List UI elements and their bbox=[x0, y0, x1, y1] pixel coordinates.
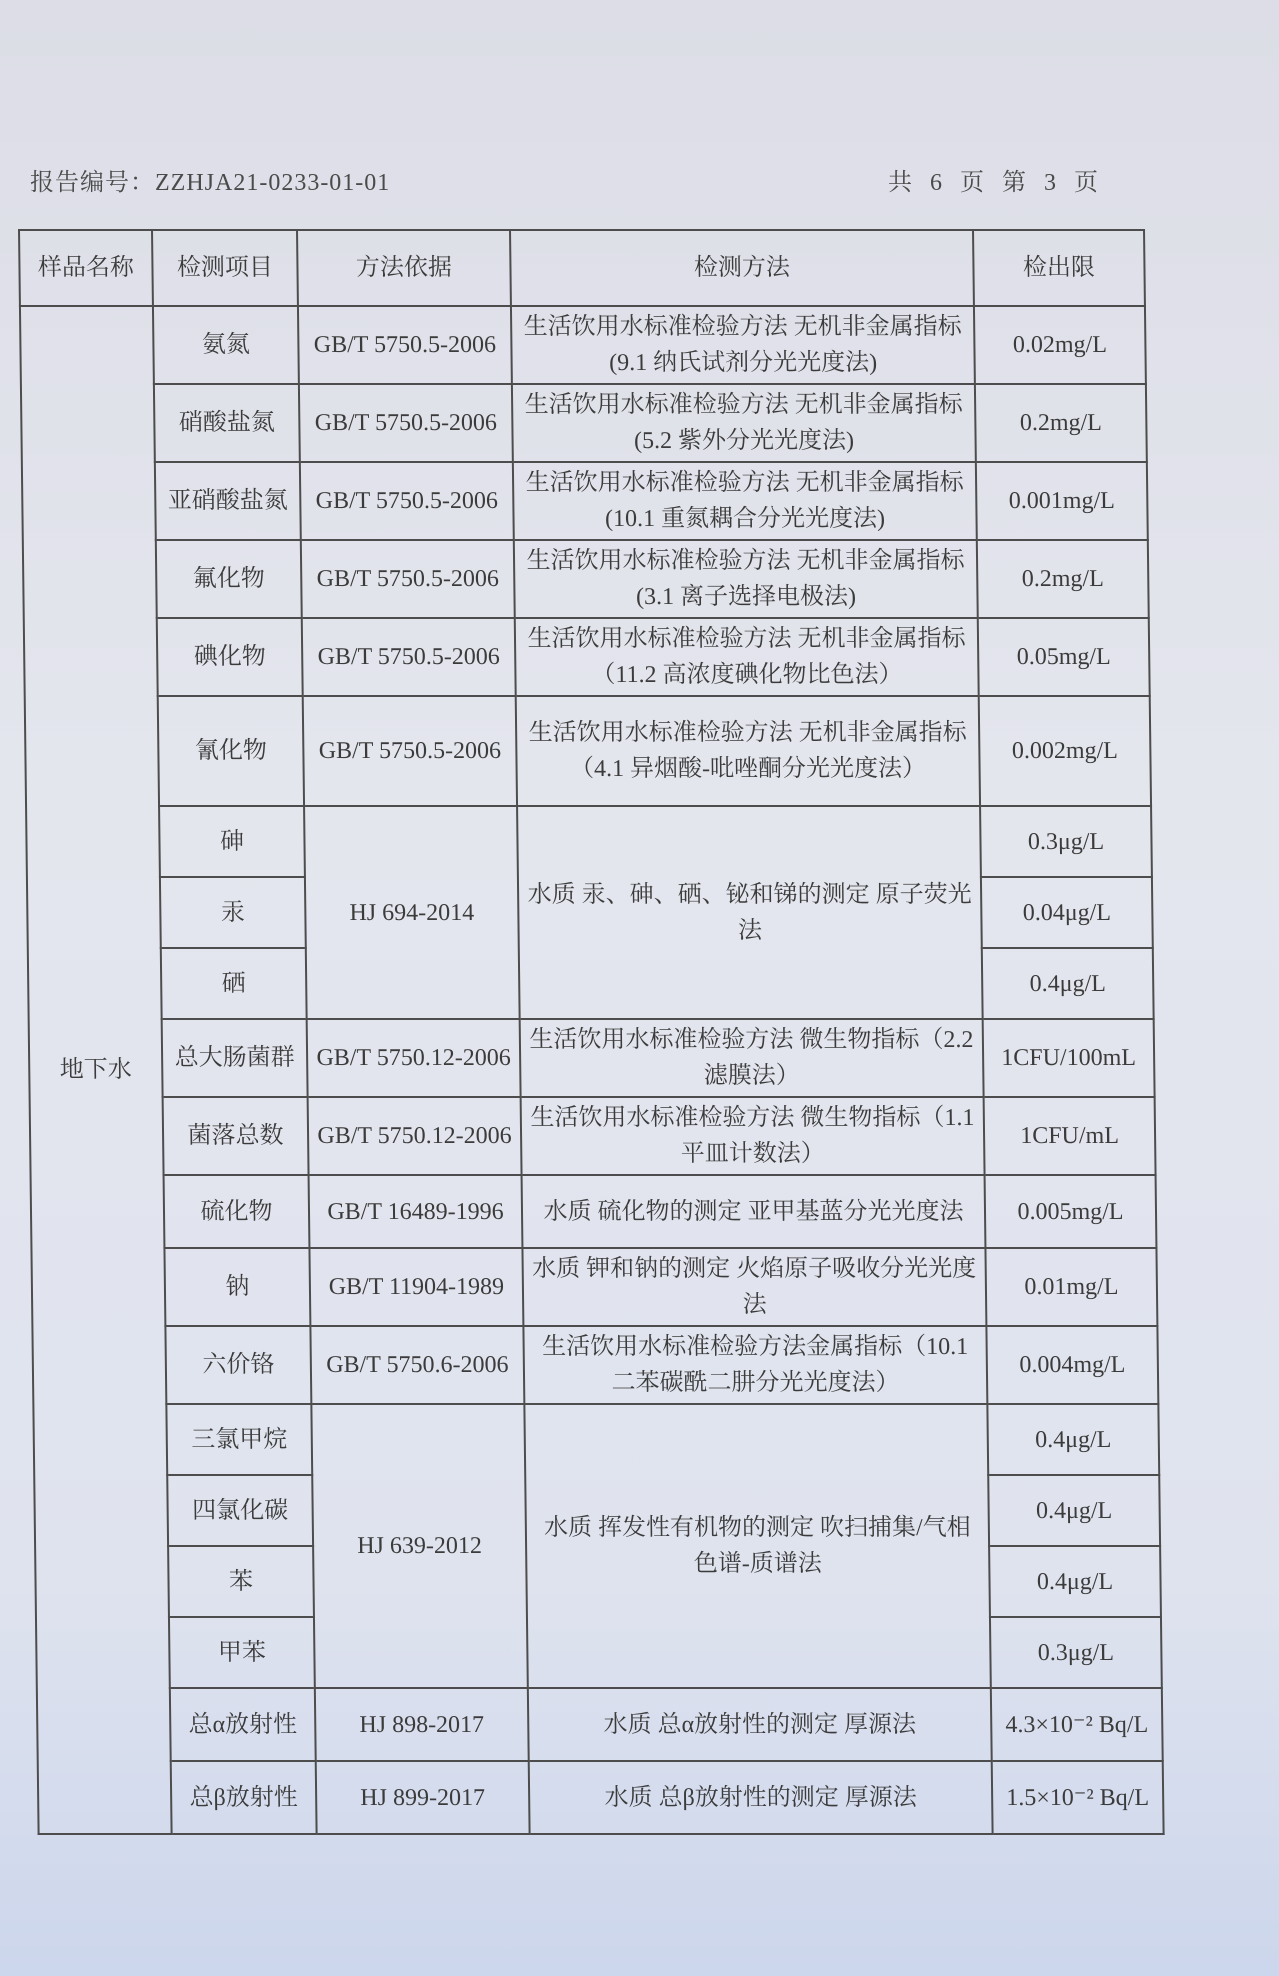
method-basis: GB/T 5750.5-2006 bbox=[302, 618, 516, 696]
test-item: 四氯化碳 bbox=[167, 1475, 313, 1546]
test-item: 砷 bbox=[159, 806, 305, 877]
table-row bbox=[25, 696, 1151, 806]
test-item: 总β放射性 bbox=[171, 1761, 317, 1834]
test-item: 汞 bbox=[160, 877, 306, 948]
test-item: 氟化物 bbox=[156, 540, 302, 618]
test-method: 水质 挥发性有机物的测定 吹扫捕集/气相色谱-质谱法 bbox=[524, 1404, 990, 1688]
detection-limit: 0.3μg/L bbox=[990, 1617, 1162, 1688]
detection-limit: 0.04μg/L bbox=[981, 877, 1153, 948]
method-basis: GB/T 5750.5-2006 bbox=[303, 696, 517, 806]
test-method: 生活饮用水标准检验方法 无机非金属指标(10.1 重氮耦合分光光度法) bbox=[513, 462, 977, 540]
test-item: 总大肠菌群 bbox=[162, 1019, 308, 1097]
test-method: 生活饮用水标准检验方法 无机非金属指标(5.2 紫外分光光度法) bbox=[512, 384, 976, 462]
test-item: 氨氮 bbox=[153, 306, 299, 384]
test-method: 生活饮用水标准检验方法 无机非金属指标（11.2 高浓度碘化物比色法） bbox=[515, 618, 979, 696]
table-header-row bbox=[19, 230, 1145, 306]
table-row bbox=[23, 540, 1149, 618]
method-basis: HJ 639-2012 bbox=[311, 1404, 527, 1688]
method-basis: GB/T 16489-1996 bbox=[309, 1175, 523, 1248]
test-item: 三氯甲烷 bbox=[166, 1404, 312, 1475]
test-item: 苯 bbox=[168, 1546, 314, 1617]
detection-limit: 1CFU/mL bbox=[984, 1097, 1156, 1175]
test-item: 甲苯 bbox=[169, 1617, 315, 1688]
test-item: 硒 bbox=[161, 948, 307, 1019]
sample-name-cell: 地下水 bbox=[20, 306, 172, 1834]
table-row bbox=[22, 462, 1148, 540]
col-header-method-basis: 方法依据 bbox=[297, 230, 511, 306]
method-basis: GB/T 5750.12-2006 bbox=[307, 1019, 521, 1097]
method-basis: GB/T 5750.5-2006 bbox=[298, 306, 512, 384]
test-item: 硫化物 bbox=[164, 1175, 310, 1248]
test-item: 碘化物 bbox=[157, 618, 303, 696]
test-method: 水质 钾和钠的测定 火焰原子吸收分光光度法 bbox=[522, 1248, 986, 1326]
detection-limit: 0.005mg/L bbox=[985, 1175, 1157, 1248]
detection-limit: 0.01mg/L bbox=[985, 1248, 1157, 1326]
method-basis: GB/T 11904-1989 bbox=[309, 1248, 523, 1326]
test-methods-table bbox=[18, 229, 1165, 1835]
table-row bbox=[32, 1326, 1158, 1404]
detection-limit: 0.4μg/L bbox=[987, 1404, 1159, 1475]
method-basis: HJ 898-2017 bbox=[315, 1688, 529, 1761]
test-method: 水质 总β放射性的测定 厚源法 bbox=[529, 1761, 993, 1834]
test-item: 硝酸盐氮 bbox=[154, 384, 300, 462]
method-basis: GB/T 5750.12-2006 bbox=[308, 1097, 522, 1175]
test-method: 生活饮用水标准检验方法 无机非金属指标（4.1 异烟酸-吡唑酮分光光度法） bbox=[516, 696, 980, 806]
col-header-test-method: 检测方法 bbox=[510, 230, 974, 306]
detection-limit: 0.4μg/L bbox=[988, 1475, 1160, 1546]
table-row bbox=[30, 1097, 1156, 1175]
test-method: 水质 硫化物的测定 亚甲基蓝分光光度法 bbox=[522, 1175, 986, 1248]
detection-limit: 0.02mg/L bbox=[974, 306, 1146, 384]
test-item: 总α放射性 bbox=[170, 1688, 316, 1761]
method-basis: HJ 899-2017 bbox=[316, 1761, 530, 1834]
table-row bbox=[33, 1404, 1159, 1475]
test-method: 生活饮用水标准检验方法 微生物指标（1.1 平皿计数法） bbox=[521, 1097, 985, 1175]
col-header-sample-name: 样品名称 bbox=[19, 230, 153, 306]
col-header-test-item: 检测项目 bbox=[152, 230, 298, 306]
detection-limit: 1.5×10⁻² Bq/L bbox=[992, 1761, 1164, 1834]
test-item: 钠 bbox=[164, 1248, 310, 1326]
test-method: 生活饮用水标准检验方法 无机非金属指标(9.1 纳氏试剂分光光度法) bbox=[511, 306, 975, 384]
test-item: 六价铬 bbox=[165, 1326, 311, 1404]
detection-limit: 0.4μg/L bbox=[989, 1546, 1161, 1617]
test-method: 水质 总α放射性的测定 厚源法 bbox=[528, 1688, 992, 1761]
table-row bbox=[21, 384, 1147, 462]
test-item: 氰化物 bbox=[158, 696, 304, 806]
test-item: 亚硝酸盐氮 bbox=[155, 462, 301, 540]
method-basis: GB/T 5750.5-2006 bbox=[301, 540, 515, 618]
table-row bbox=[29, 1019, 1155, 1097]
method-basis: HJ 694-2014 bbox=[304, 806, 520, 1019]
table-row bbox=[38, 1761, 1164, 1834]
table-row bbox=[26, 806, 1152, 877]
detection-limit: 0.05mg/L bbox=[978, 618, 1150, 696]
test-method: 生活饮用水标准检验方法 无机非金属指标(3.1 离子选择电极法) bbox=[514, 540, 978, 618]
detection-limit: 4.3×10⁻² Bq/L bbox=[991, 1688, 1163, 1761]
table-row bbox=[31, 1175, 1157, 1248]
method-basis: GB/T 5750.5-2006 bbox=[300, 462, 514, 540]
detection-limit: 0.2mg/L bbox=[975, 384, 1147, 462]
report-number: 报告编号：ZZHJA21-0233-01-01 bbox=[30, 170, 391, 196]
detection-limit: 1CFU/100mL bbox=[983, 1019, 1155, 1097]
detection-limit: 0.002mg/L bbox=[979, 696, 1151, 806]
test-method: 生活饮用水标准检验方法金属指标（10.1 二苯碳酰二肼分光光度法） bbox=[523, 1326, 987, 1404]
test-method: 水质 汞、砷、硒、铋和锑的测定 原子荧光法 bbox=[517, 806, 983, 1019]
table-row bbox=[31, 1248, 1157, 1326]
detection-limit: 0.3μg/L bbox=[980, 806, 1152, 877]
method-basis: GB/T 5750.6-2006 bbox=[310, 1326, 524, 1404]
detection-limit: 0.004mg/L bbox=[986, 1326, 1158, 1404]
page-info: 共 6 页 第 3 页 bbox=[888, 170, 1099, 196]
detection-limit: 0.2mg/L bbox=[977, 540, 1149, 618]
method-basis: GB/T 5750.5-2006 bbox=[299, 384, 513, 462]
detection-limit: 0.001mg/L bbox=[976, 462, 1148, 540]
test-item: 菌落总数 bbox=[163, 1097, 309, 1175]
test-method: 生活饮用水标准检验方法 微生物指标（2.2 滤膜法） bbox=[520, 1019, 984, 1097]
detection-limit: 0.4μg/L bbox=[982, 948, 1154, 1019]
table-row bbox=[37, 1688, 1163, 1761]
table-row bbox=[24, 618, 1150, 696]
table-row bbox=[20, 306, 1146, 384]
col-header-detection-limit: 检出限 bbox=[973, 230, 1145, 306]
